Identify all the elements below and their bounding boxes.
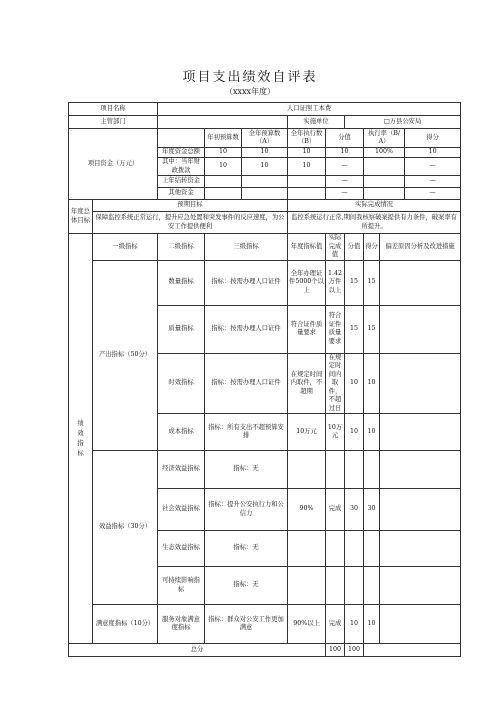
points-cell: 30 (345, 489, 364, 531)
target-cell: 90% (288, 489, 326, 531)
actual-cell: 完成 (326, 605, 345, 644)
actual-cell (326, 451, 345, 489)
funds-blank-header (158, 129, 205, 148)
funds-row-annual (205, 188, 242, 200)
actual-cell (326, 531, 345, 567)
points-cell: 10 (345, 414, 364, 451)
analysis-cell (380, 305, 461, 353)
score-cell: 15 (364, 260, 380, 305)
points-cell (345, 567, 364, 605)
points-cell: 10 (345, 353, 364, 414)
total-points: 100 (326, 644, 345, 657)
level3-cell: 指标：群众对公安工作更加满意 (205, 605, 288, 644)
score-header: 得分 (364, 234, 380, 261)
analysis-cell (380, 531, 461, 567)
score-cell: 30 (364, 489, 380, 531)
funds-row-name: 上年结转资金 (158, 176, 205, 188)
evaluation-table (68, 102, 461, 657)
full-budget-header: 全年预算数（A） (242, 129, 288, 148)
funds-row-full-exec (288, 188, 326, 200)
funds-row-full-budget: 10 (242, 148, 288, 158)
funds-row-rate: 100% (364, 148, 405, 158)
expected-goal-text: 保障监控系统正常运行，提升应急处置和突发事件的反应速度，为公安工作提供便利 (93, 212, 288, 234)
target-cell: 在规定时间内取件，不超期 (288, 353, 326, 414)
total-score: 100 (345, 644, 364, 657)
actual-cell: 在规定时间内取件，不超过日 (326, 353, 345, 414)
funds-row-full-exec: 10 (288, 148, 326, 158)
funds-row-annual (205, 176, 242, 188)
analysis-cell (380, 567, 461, 605)
score-cell: 10 (364, 605, 380, 644)
level2-cell: 生态效益指标 (158, 531, 205, 567)
indicator-header-row (69, 234, 461, 261)
funds-row-annual: 10 (205, 158, 242, 176)
total-row (69, 644, 461, 657)
funds-row-score: — (405, 176, 461, 188)
funds-label: 项目资金（万元） (69, 129, 158, 200)
funds-row-points: 10 (326, 148, 364, 158)
indicators-section-label: 绩效指标 (69, 234, 93, 644)
goals-header-row (69, 200, 461, 212)
level2-cell: 经济效益指标 (158, 451, 205, 489)
score-cell (364, 567, 380, 605)
level3-cell: 指标：无 (205, 531, 288, 567)
level2-header: 二级指标 (158, 234, 205, 261)
funds-row-full-budget (242, 188, 288, 200)
indicator-row (69, 605, 461, 644)
level2-cell: 可持续影响指标 (158, 567, 205, 605)
target-cell: 90%以上 (288, 605, 326, 644)
level3-cell: 指标：按需办理人口证件 (205, 260, 288, 305)
level3-cell: 指标：无 (205, 451, 288, 489)
level2-cell: 服务对象满意度指标 (158, 605, 205, 644)
points-cell: 15 (345, 260, 364, 305)
target-cell: 10万元 (288, 414, 326, 451)
score-cell: 10 (364, 414, 380, 451)
goals-label: 年度总体目标 (69, 200, 93, 234)
actual-cell: 1.42万件以上 (326, 260, 345, 305)
annual-budget-header: 年初预算数 (205, 129, 242, 148)
funds-row-points: — (326, 158, 364, 176)
actual-cell (326, 567, 345, 605)
actual-cell: 符合证件质量要求 (326, 305, 345, 353)
level2-cell: 社会效益指标 (158, 489, 205, 531)
exec-rate-header: 执行率（B/A） (364, 129, 405, 148)
department-value (158, 116, 288, 129)
analysis-cell (380, 414, 461, 451)
target-cell (288, 531, 326, 567)
indicator-row (69, 260, 461, 305)
points-cell: 10 (345, 605, 364, 644)
funds-row-name: 其他资金 (158, 188, 205, 200)
total-analysis (364, 644, 461, 657)
analysis-cell (380, 260, 461, 305)
score-cell: 10 (364, 353, 380, 414)
funds-row-rate (364, 176, 405, 188)
level2-cell: 成本指标 (158, 414, 205, 451)
level3-header: 三级指标 (205, 234, 288, 261)
project-name-label: 项目名称 (69, 103, 158, 116)
page-subtitle: （xxxx年度） (224, 87, 276, 96)
indicator-row (69, 451, 461, 489)
level3-cell: 指标：无 (205, 567, 288, 605)
implementer-label: 实施单位 (288, 116, 345, 129)
level2-cell: 数量指标 (158, 260, 205, 305)
total-label: 总分 (69, 644, 326, 657)
level3-cell: 指标：按需办理人口证件 (205, 305, 288, 353)
funds-row-full-exec: 10 (288, 158, 326, 176)
level1-header: 一级指标 (93, 234, 158, 261)
project-name-value: 人口证照工本费 (158, 103, 461, 116)
funds-row-score: 10 (405, 148, 461, 158)
target-cell: 全年办理证件5000个以上 (288, 260, 326, 305)
target-cell: 符合证件质量要求 (288, 305, 326, 353)
score-cell (364, 451, 380, 489)
level3-cell: 指标：提升公安执行力和公信力 (205, 489, 288, 531)
target-header: 年度指标值 (288, 234, 326, 261)
target-cell (288, 567, 326, 605)
points-cell: 15 (345, 305, 364, 353)
benefit-indicator-label: 效益指标（30分） (93, 451, 158, 605)
department-label: 主管部门 (69, 116, 158, 129)
actual-cell: 完成 (326, 489, 345, 531)
page-title: 项目支出绩效自评表 (182, 70, 318, 85)
target-cell (288, 451, 326, 489)
project-name-row (69, 103, 461, 116)
level3-cell: 指标：所有支出不超预算安排 (205, 414, 288, 451)
analysis-cell (380, 451, 461, 489)
funds-row-score: — (405, 188, 461, 200)
funds-row-score: — (405, 158, 461, 176)
satisfaction-indicator-label: 满意度指标（10分） (93, 605, 158, 644)
points-cell (345, 531, 364, 567)
actual-cell: 10万元 (326, 414, 345, 451)
funds-row-rate (364, 158, 405, 176)
funds-row-full-budget: 10 (242, 158, 288, 176)
actual-header: 实际完成值 (326, 234, 345, 261)
analysis-cell (380, 489, 461, 531)
level2-cell: 质量指标 (158, 305, 205, 353)
funds-row-annual: 10 (205, 148, 242, 158)
implementer-value: □万县公安局 (345, 116, 461, 129)
funds-row-full-budget (242, 176, 288, 188)
funds-points-header: 分值 (326, 129, 364, 148)
funds-row-rate (364, 188, 405, 200)
funds-row-points: — (326, 176, 364, 188)
department-row (69, 116, 461, 129)
funds-row-full-exec (288, 176, 326, 188)
funds-header-row (69, 129, 461, 148)
funds-score-header: 得分 (405, 129, 461, 148)
level3-cell: 指标：按需办理人口证件 (205, 353, 288, 414)
full-exec-header: 全年执行数（B） (288, 129, 326, 148)
funds-row-name: 年度资金总额 (158, 148, 205, 158)
analysis-cell (380, 605, 461, 644)
output-indicator-label: 产出指标（50分） (93, 260, 158, 451)
funds-row-name: 其中：当年财政拨款 (158, 158, 205, 176)
actual-result-header: 实际完成情况 (288, 200, 461, 212)
points-header: 分值 (345, 234, 364, 261)
score-cell: 15 (364, 305, 380, 353)
score-cell (364, 531, 380, 567)
analysis-cell (380, 353, 461, 414)
level2-cell: 时效指标 (158, 353, 205, 414)
points-cell (345, 451, 364, 489)
goals-content-row (69, 212, 461, 234)
expected-goal-header: 预期目标 (93, 200, 288, 212)
funds-row-points: — (326, 188, 364, 200)
actual-result-text: 监控系统运行正常,期间我核察破案提供有力条件，破案率有所提升。 (288, 212, 461, 234)
analysis-header: 偏差原因分析及改进措施 (380, 234, 461, 261)
